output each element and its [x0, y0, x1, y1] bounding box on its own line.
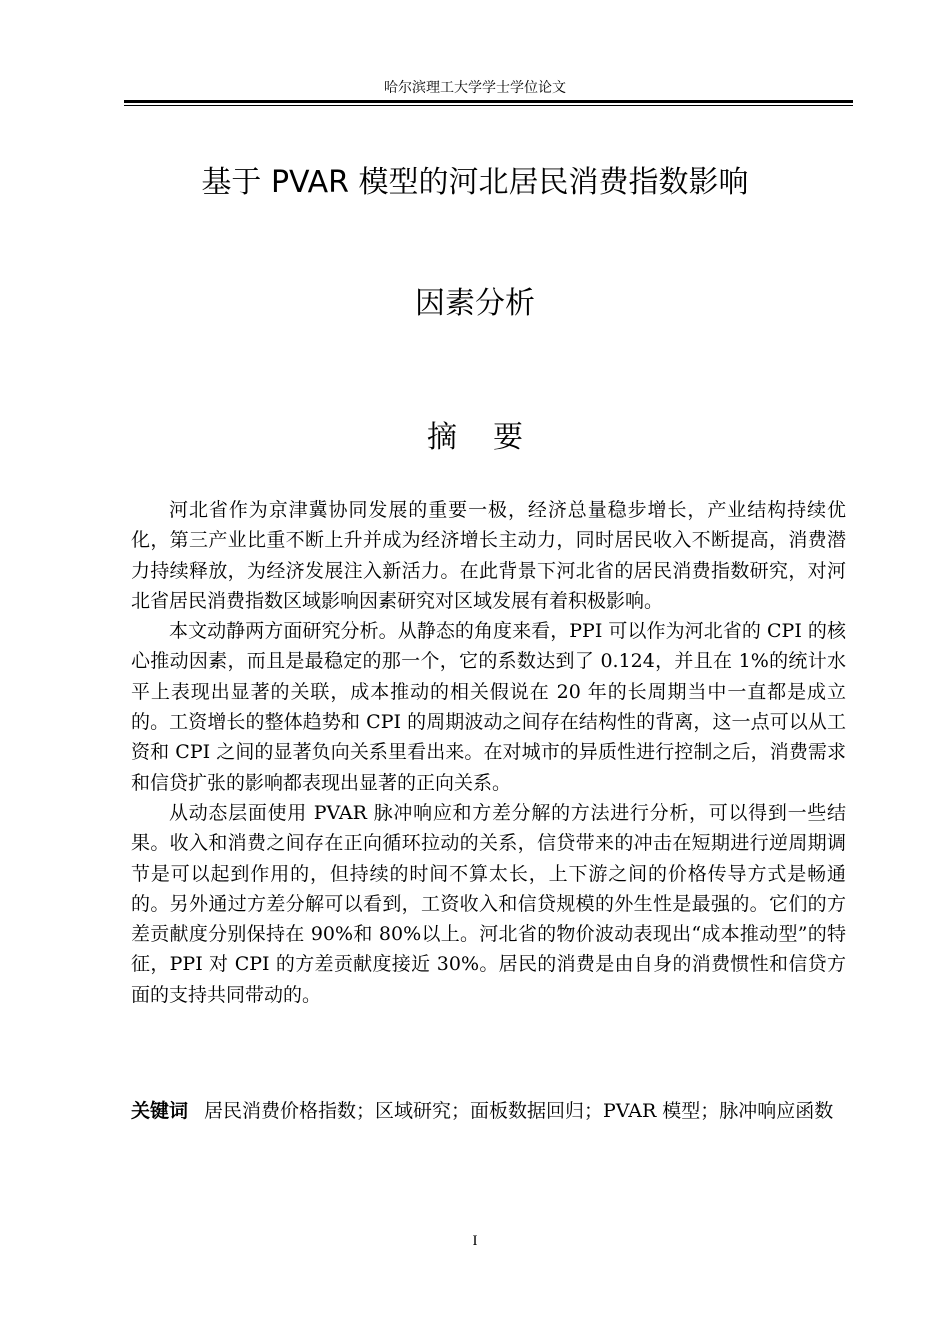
thesis-title-line-2: 因素分析 — [415, 286, 535, 321]
thesis-title-line-1: 基于 PVAR 模型的河北居民消费指数影响 — [201, 165, 749, 200]
abstract-paragraph-2: 本文动静两方面研究分析。从静态的角度来看，PPI 可以作为河北省的 CPI 的核心推动因素，而且是最稳定的那一个，它的系数达到了 0.124，并且在 1%的统计水平上表现出显著的关联，成本推动的相关假说在 20 年的长周期当中一直都是成立的。工资增长的整体趋势和 CPI 的周期波动之间存在结构性的背离，这一点可以从工资和 CPI 之间的显著负向关系里看出来。在对城市的异质性进行控制之后，消费需求和信贷扩张的影响都表现出显著的正向关系。 — [131, 620, 846, 794]
keywords-block — [131, 1096, 846, 1127]
abstract-paragraph-3: 从动态层面使用 PVAR 脉冲响应和方差分解的方法进行分析，可以得到一些结果。收入和消费之间存在正向循环拉动的关系，信贷带来的冲击在短期进行逆周期调节是可以起到作用的，但持续的时间不算太长，上下游之间的价格传导方式是畅通的。另外通过方差分解可以看到，工资收入和信贷规模的外生性是最强的。它们的方差贡献度分别保持在 90%和 80%以上。河北省的物价波动表现出“成本推动型”的特征，PPI 对 CPI 的方差贡献度接近 30%。居民的消费是由自身的消费惯性和信贷方面的支持共同带动的。 — [131, 801, 846, 1006]
abstract-paragraph-1: 河北省作为京津冀协同发展的重要一极，经济总量稳步增长，产业结构持续优化，第三产业比重不断上升并成为经济增长主动力，同时居民收入不断提高，消费潜力持续释放，为经济发展注入新活力。在此背景下河北省的居民消费指数研究，对河北省居民消费指数区域影响因素研究对区域发展有着积极影响。 — [131, 499, 846, 612]
header-rule-thin — [124, 105, 853, 106]
header-rule-thick — [124, 100, 853, 103]
running-header: 哈尔滨理工大学学士学位论文 — [384, 80, 566, 96]
keywords-label: 关键词 — [131, 1100, 189, 1122]
keywords-text: 居民消费价格指数；区域研究；面板数据回归；PVAR 模型；脉冲响应函数 — [204, 1100, 834, 1122]
page-number: I — [472, 1233, 478, 1249]
abstract-body — [131, 495, 846, 1010]
abstract-heading: 摘要 — [427, 420, 559, 455]
